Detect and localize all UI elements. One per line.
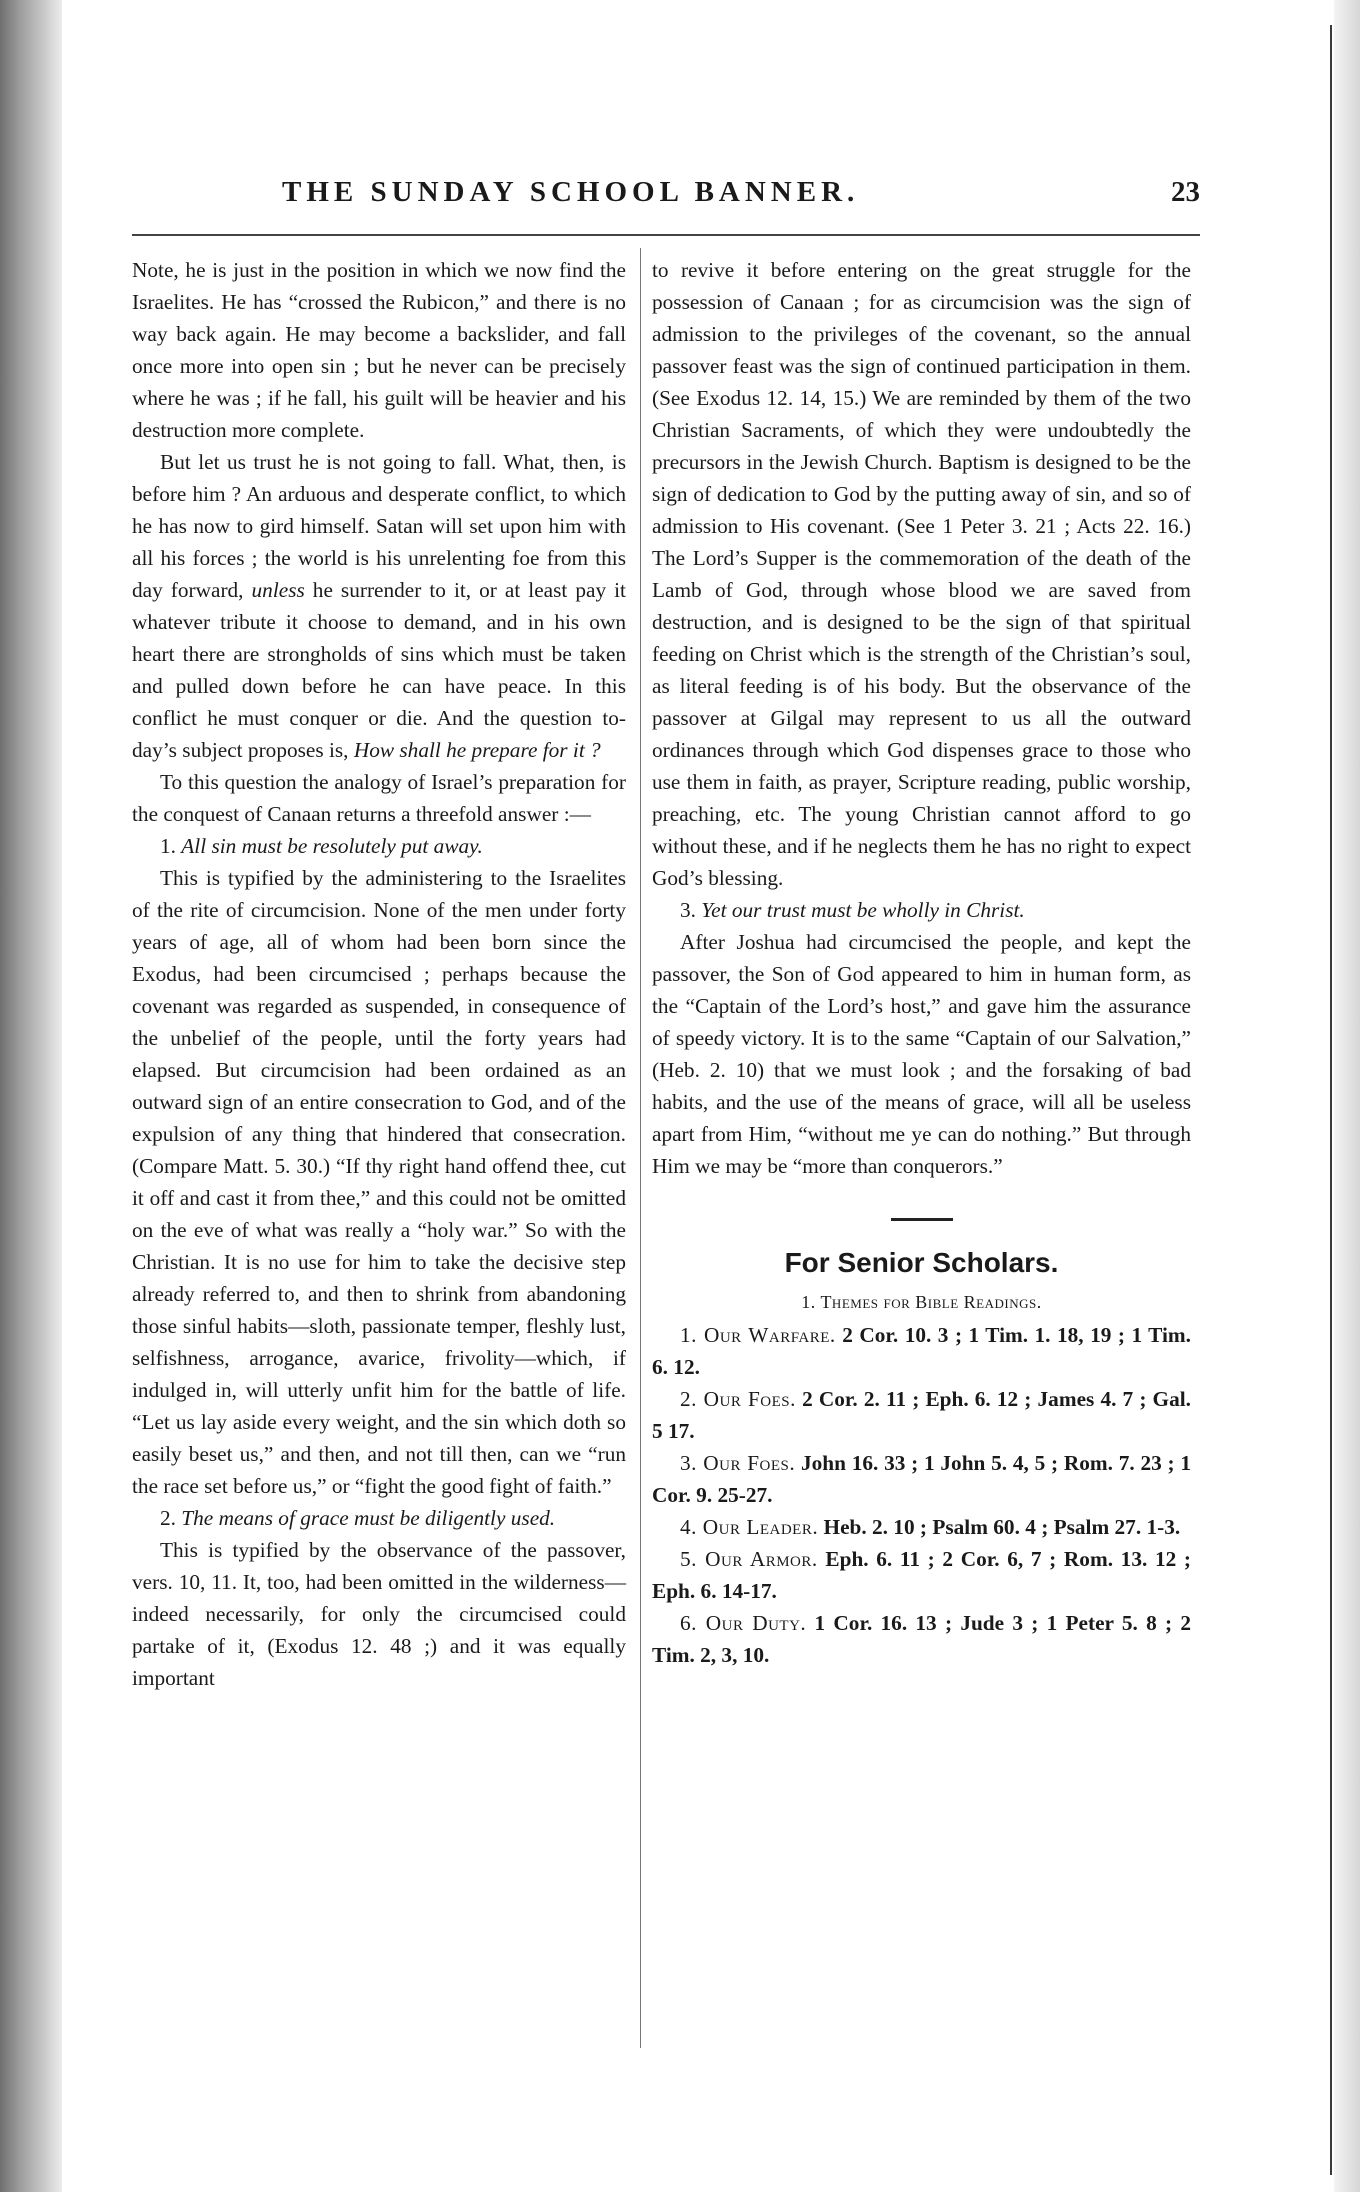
reading-item: 2. Our Foes. 2 Cor. 2. 11 ; Eph. 6. 12 ; James 4. 7 ; Gal. 5 17. <box>652 1387 1191 1443</box>
reading-item: 5. Our Armor. Eph. 6. 11 ; 2 Cor. 6, 7 ; Rom. 13. 12 ; Eph. 6. 14-17. <box>652 1547 1191 1603</box>
section-title: For Senior Scholars. <box>784 1247 1059 1278</box>
paragraph: To this question the analogy of Israel’s preparation for the conquest of Canaan returns a threefold answer :— <box>132 770 626 826</box>
reading-item: 3. Our Foes. John 16. 33 ; 1 John 5. 4, 5 ; Rom. 7. 23 ; 1 Cor. 9. 25-27. <box>652 1451 1191 1507</box>
paragraph: After Joshua had circumcised the people, and kept the passover, the Son of God appeared to him in human form, as the “Captain of the Lord’s host,” and gave him the assurance of speedy victory. It is to the same “Captain of our Salvation,” (Heb. 2. 10) that we must look ; and the forsaking of bad habits, and the use of the means of grace, will all be useless apart from Him, “without me ye can do nothing.” But through Him we may be “more than conquerors.” <box>652 930 1191 1178</box>
readings-list <box>652 1319 1191 1671</box>
running-header <box>132 176 1200 224</box>
paragraph: to revive it before entering on the great struggle for the possession of Canaan ; for as circumcision was the sign of admission to the privileges of the covenant, so the annual passover feast was the sign of continued participation in them. (See Exodus 12. 14, 15.) We are reminded by them of the two Christian Sacraments, of which they were undoubtedly the precursors in the Jewish Church. Baptism is designed to be the sign of dedication to God by the putting away of sin, and so of admission to His covenant. (See 1 Peter 3. 21 ; Acts 22. 16.) The Lord’s Supper is the commemoration of the death of the Lamb of God, through whose blood we are saved from destruction, and is designed to be the sign of that spiritual feeding on Christ which is the strength of the Christian’s soul, as literal feeding is of his body. But the observance of the passover at Gilgal may represent to us all the outward ordinances through which God dispenses grace to those who use them in faith, as prayer, Scripture reading, public worship, preaching, etc. The young Christian cannot afford to go without these, and if he neglects them he has no right to expect God’s blessing. <box>652 258 1191 890</box>
reading-item: 4. Our Leader. Heb. 2. 10 ; Psalm 60. 4 ; Psalm 27. 1-3. <box>680 1515 1181 1539</box>
paragraph: Note, he is just in the position in which we now find the Israelites. He has “crossed the Rubicon,” and there is no way back again. He may become a backslider, and fall once more into open sin ; but he never can be precisely where he was ; if he fall, his guilt will be heavier and his destruction more complete. <box>132 258 626 442</box>
page-edge-shadow <box>1334 0 1360 2192</box>
paragraph: This is typified by the observance of the passover, vers. 10, 11. It, too, had been omitted in the wilderness—indeed necessarily, for only the circumcised could partake of it, (Exodus 12. 48 ;) and it was equally important <box>132 1538 626 1690</box>
header-rule <box>132 234 1200 236</box>
page-edge-rule <box>1330 25 1332 2175</box>
section-rule <box>891 1218 953 1221</box>
paragraph: But let us trust he is not going to fall. What, then, is before him ? An arduous and desperate conflict, to which he has now to gird himself. Satan will set upon him with all his forces ; the world is his unrelenting foe from this day forward, unless he surrender to it, or at least pay it whatever tribute it choose to demand, and in his own heart there are strongholds of sins which must be taken and pulled down before he can have peace. In this conflict he must conquer or die. And the question to-day’s subject proposes is, How shall he prepare for it ? <box>132 450 626 762</box>
paragraph: This is typified by the administering to the Israelites of the rite of circumcision. None of the men under forty years of age, all of whom had been born since the Exodus, had been circumcised ; perhaps because the covenant was regarded as suspended, in consequence of the unbelief of the people, until the forty years had elapsed. But circumcision had been ordained as an outward sign of an entire consecration to God, and of the expulsion of any thing that hindered that consecration. (Compare Matt. 5. 30.) “If thy right hand offend thee, cut it off and cast it from thee,” and this could not be omitted on the eve of what was really a “holy war.” So with the Christian. It is no use for him to take the decisive step already referred to, and then to shrink from abandoning those sinful habits—sloth, passionate temper, fleshly lust, selfishness, arrogance, avarice, frivolity—which, if indulged in, will utterly unfit him for the battle of life. “Let us lay aside every weight, and the sin which doth so easily beset us,” and then, and not till then, can we “run the race set before us,” or “fight the good fight of faith.” <box>132 866 626 1498</box>
running-title: THE SUNDAY SCHOOL BANNER. <box>282 176 860 208</box>
point-heading-2: 2. The means of grace must be diligently used. <box>160 1506 556 1530</box>
left-column <box>132 254 626 1694</box>
right-column <box>652 254 1191 1671</box>
reading-item: 1. Our Warfare. 2 Cor. 10. 3 ; 1 Tim. 1. 18, 19 ; 1 Tim. 6. 12. <box>652 1323 1191 1379</box>
column-divider <box>640 248 641 2048</box>
page-number: 23 <box>1171 176 1200 208</box>
section-subtitle: 1. Themes for Bible Readings. <box>801 1292 1042 1312</box>
reading-item: 6. Our Duty. 1 Cor. 16. 13 ; Jude 3 ; 1 Peter 5. 8 ; 2 Tim. 2, 3, 10. <box>652 1611 1192 1667</box>
point-heading-1: 1. All sin must be resolutely put away. <box>160 834 483 858</box>
point-heading-3: 3. Yet our trust must be wholly in Christ. <box>680 898 1025 922</box>
book-binding-shadow <box>0 0 62 2192</box>
